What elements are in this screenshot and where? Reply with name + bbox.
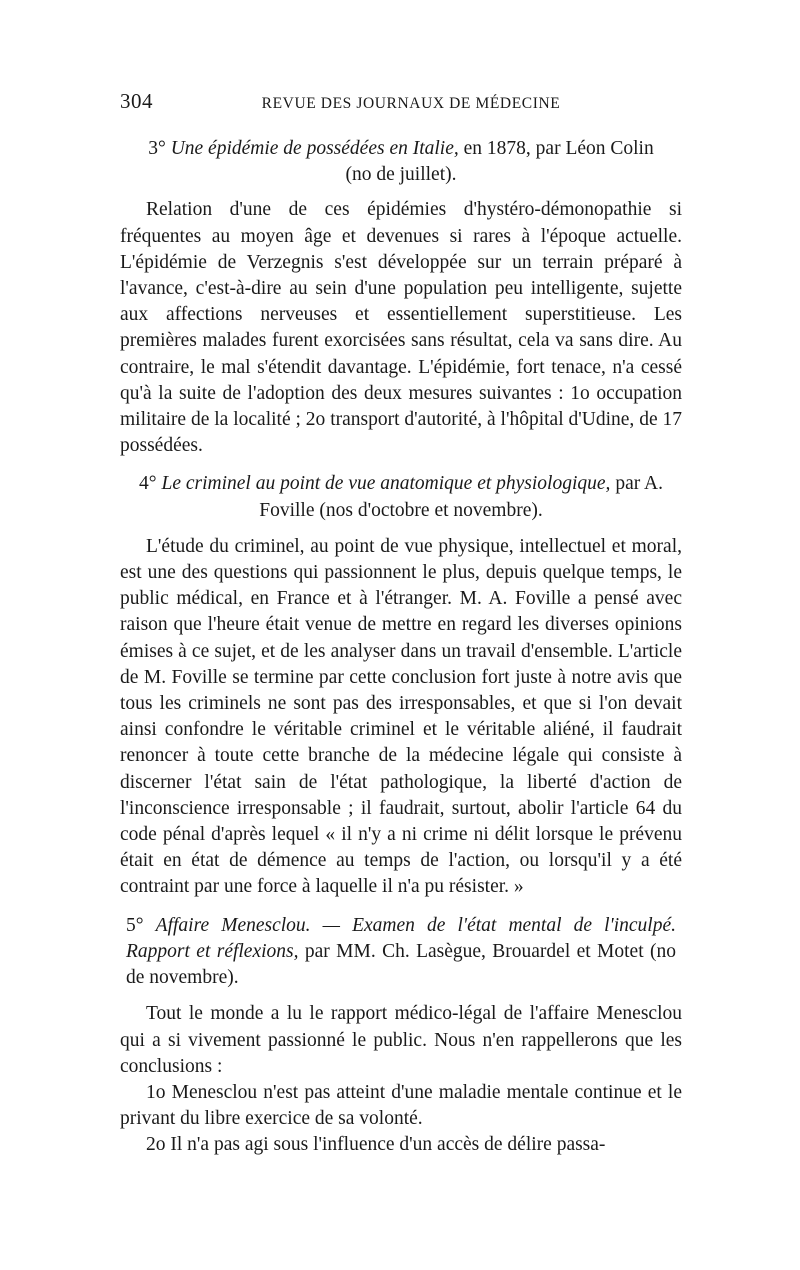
section-number: 5° <box>126 914 144 936</box>
article-title: Une épidémie de possédées en Italie, <box>170 138 459 159</box>
running-header <box>120 88 682 118</box>
section-number: 4° <box>139 473 157 495</box>
section-heading <box>120 471 682 523</box>
article-title: Le criminel au point de vue anatomique et physiologique, <box>161 473 611 495</box>
section-heading <box>120 136 682 188</box>
document-page <box>120 88 682 1159</box>
article-author: en 1878, par Léon Colin <box>463 138 654 159</box>
section-3 <box>120 136 682 459</box>
paragraph: Relation d'une de ces épidémies d'hystéro-démonopathie si fréquentes au moyen âge et devenues si rares à l'époque actuelle. L'épidémie de Verzegnis s'est développée sur un terrain préparé à l'avance, c'est-à-dire au sein d'une population peu intelligente, sujette aux affections nerveuses et essentiellement superstitieuse. Les premières malades furent exorcisées sans résultat, cela va sans dire. Au contraire, le mal s'étendit davantage. L'épidémie, fort tenace, n'a cessé qu'à la suite de l'adoption des deux mesures suivantes : 1o occupation militaire de la localité ; 2o transport d'autorité, à l'hôpital d'Udine, de 17 possédées. <box>120 199 682 457</box>
section-heading <box>120 913 682 992</box>
article-author: par A. Foville (nos d'octobre et novembre). <box>259 473 663 521</box>
section-number: 3° <box>148 138 166 159</box>
paragraph: 1o Menesclou n'est pas atteint d'une maladie mentale continue et le privant du libre exercice de sa volonté. <box>120 1081 682 1130</box>
issue-reference: (no de juillet). <box>345 164 457 186</box>
section-5 <box>120 913 682 1159</box>
paragraph: Tout le monde a lu le rapport médico-légal de l'affaire Menesclou qui a si vivement passionné le public. Nous n'en rappellerons que les conclusions : <box>120 1003 682 1077</box>
paragraph: L'étude du criminel, au point de vue physique, intellectuel et moral, est une des questions qui passionnent le plus, depuis quelque temps, le public médical, en France et à l'étranger. M. A. Foville a pensé avec raison que l'heure était venue de mettre en regard les diverses opinions émises à ce sujet, et de les analyser dans un travail d'ensemble. L'article de M. Foville se termine par cette conclusion fort juste à notre avis que tous les criminels ne sont pas des irresponsables, et que si l'on devait ainsi confondre le véritable criminel et le véritable aliéné, il faudrait renoncer à toute cette branche de la médecine légale qui consiste à discerner l'état sain de l'état pathologique, la liberté d'action de l'inconscience irresponsable ; il faudrait, surtout, abolir l'article 64 du code pénal d'après lequel « il n'y a ni crime ni délit lorsque le prévenu était en état de démence au temps de l'action, ou lorsqu'il y a été contraint par une force à laquelle il n'a pu résister. » <box>120 535 682 898</box>
article-author: par MM. Ch. Lasègue, Brouardel et Motet (no de novembre). <box>126 940 676 989</box>
paragraph: 2o Il n'a pas agi sous l'influence d'un accès de délire passa- <box>146 1134 606 1156</box>
page-number: 304 <box>120 89 153 113</box>
section-4 <box>120 471 682 900</box>
article-title: Affaire Menesclou. — Examen de l'état mental de l'inculpé. Rapport et réflexions, <box>126 914 676 962</box>
running-title: REVUE DES JOURNAUX DE MÉDECINE <box>261 95 561 112</box>
